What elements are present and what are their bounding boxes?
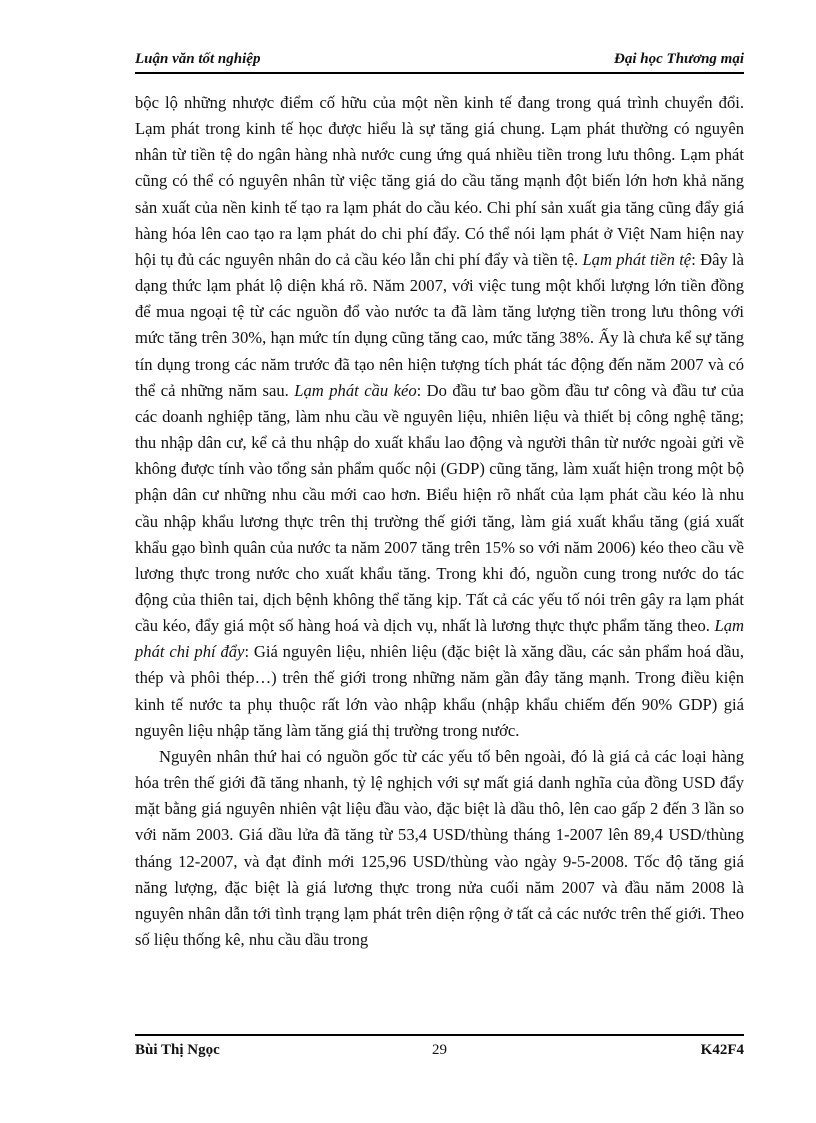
- paragraph-1-part-2: : Đây là dạng thức lạm phát lộ diện khá rõ. Năm 2007, với việc tung một khối lượng lớn tiền đồng để mua ngoại tệ từ các nguồn đổ vào nước ta đã làm tăng lượng tiền trong lưu thông với mức tăng trên 30%, hạn mức tín dụng cũng tăng cao, mức tăng 38%. Ấy là chưa kể sự tăng tín dụng trong các năm trước đã tạo nên hiện tượng tích phát tác động đến năm 2007 và có thể cả những năm sau.: [135, 249, 744, 400]
- paragraph-1-part-3: : Do đầu tư bao gồm đầu tư công và đầu tư của các doanh nghiệp tăng, làm nhu cầu về nguyên liệu, nhiên liệu và thiết bị công nghệ tăng; thu nhập dân cư, kể cả thu nhập do xuất khẩu lao động và người thân từ nước ngoài gửi về không được tính vào tổng sản phẩm quốc nội (GDP) cũng tăng, làm xuất hiện trong một bộ phận dân cư những nhu cầu mới cao hơn. Biểu hiện rõ nhất của lạm phát cầu kéo là nhu cầu nhập khẩu lương thực trên thị trường thế giới tăng, làm giá xuất khẩu tăng (giá xuất khẩu gạo bình quân của nước ta năm 2007 tăng trên 15% so với năm 2006) kéo theo cầu về lương thực trong nước cho xuất khẩu tăng. Trong khi đó, nguồn cung trong nước do tác động của thiên tai, dịch bệnh không thể tăng kịp. Tất cả các yếu tố nói trên gây ra lạm phát cầu kéo, đẩy giá một số hàng hoá và dịch vụ, nhất là lương thực thực phẩm tăng theo.: [135, 380, 744, 636]
- term-cost-push-inflation: Lạm phát chi phí đẩy: [135, 616, 744, 662]
- page-footer: [135, 1034, 744, 1066]
- footer-author: Bùi Thị Ngọc: [135, 1042, 220, 1058]
- paragraph-1-part-1: bộc lộ những nhược điểm cố hữu của một nền kinh tế đang trong quá trình chuyển đổi. Lạm phát trong kinh tế học được hiểu là sự tăng giá chung. Lạm phát thường có nguyên nhân từ tiền tệ do ngân hàng nhà nước cung ứng quá nhiều tiền trong lưu thông. Lạm phát cũng có thể có nguyên nhân từ việc tăng giá do cầu tăng mạnh đột biến lớn hơn khả năng sản xuất của nền kinh tế tạo ra lạm phát do cầu kéo. Chi phí sản xuất gia tăng cũng đẩy giá hàng hóa lên cao tạo ra lạm phát do chi phí đẩy. Có thể nói lạm phát ở Việt Nam hiện nay hội tụ đủ các nguyên nhân do cả cầu kéo lẫn chi phí đẩy và tiền tệ.: [135, 93, 744, 269]
- header-university-label: Đại học Thương mại: [614, 51, 744, 67]
- paragraph-external-factors: Nguyên nhân thứ hai có nguồn gốc từ các yếu tố bên ngoài, đó là giá cả các loại hàng hóa trên thế giới đã tăng nhanh, tỷ lệ nghịch với sự mất giá danh nghĩa của đồng USD đẩy mặt bằng giá nguyên nhiên vật liệu đầu vào, đặc biệt là dầu thô, lên cao gấp 2 đến 3 lần so với năm 2003. Giá dầu lửa đã tăng từ 53,4 USD/thùng tháng 1-2007 lên 89,4 USD/thùng tháng 12-2007, và đạt đỉnh mới 125,96 USD/thùng vào ngày 9-5-2008. Tốc độ tăng giá năng lượng, đặc biệt là giá lương thực trong nửa cuối năm 2007 và đầu năm 2008 là nguyên nhân dẫn tới tình trạng lạm phát trên diện rộng ở tất cả các nước trên thế giới. Theo số liệu thống kê, nhu cầu dầu trong: [135, 746, 744, 949]
- paragraph-inflation-causes: [135, 90, 744, 744]
- paragraph-1-part-4: : Giá nguyên liệu, nhiên liệu (đặc biệt là xăng dầu, các sản phẩm hoá dầu, thép và phôi thép…) trên thế giới trong những năm gần đây tăng mạnh. Trong điều kiện kinh tế nước ta phụ thuộc rất lớn vào nhập khẩu (nhập khẩu chiếm đến 90% GDP) giá nguyên liệu nhập tăng làm tăng giá thị trường trong nước.: [135, 642, 744, 740]
- main-text: [135, 90, 744, 953]
- term-monetary-inflation: Lạm phát tiền tệ: [582, 249, 692, 269]
- term-demand-pull-inflation: Lạm phát cầu kéo: [294, 380, 417, 400]
- page-header: [135, 50, 744, 74]
- footer-class-code: K42F4: [700, 1042, 744, 1058]
- header-thesis-label: Luận văn tốt nghiệp: [135, 51, 261, 67]
- footer-page-number: 29: [432, 1042, 447, 1058]
